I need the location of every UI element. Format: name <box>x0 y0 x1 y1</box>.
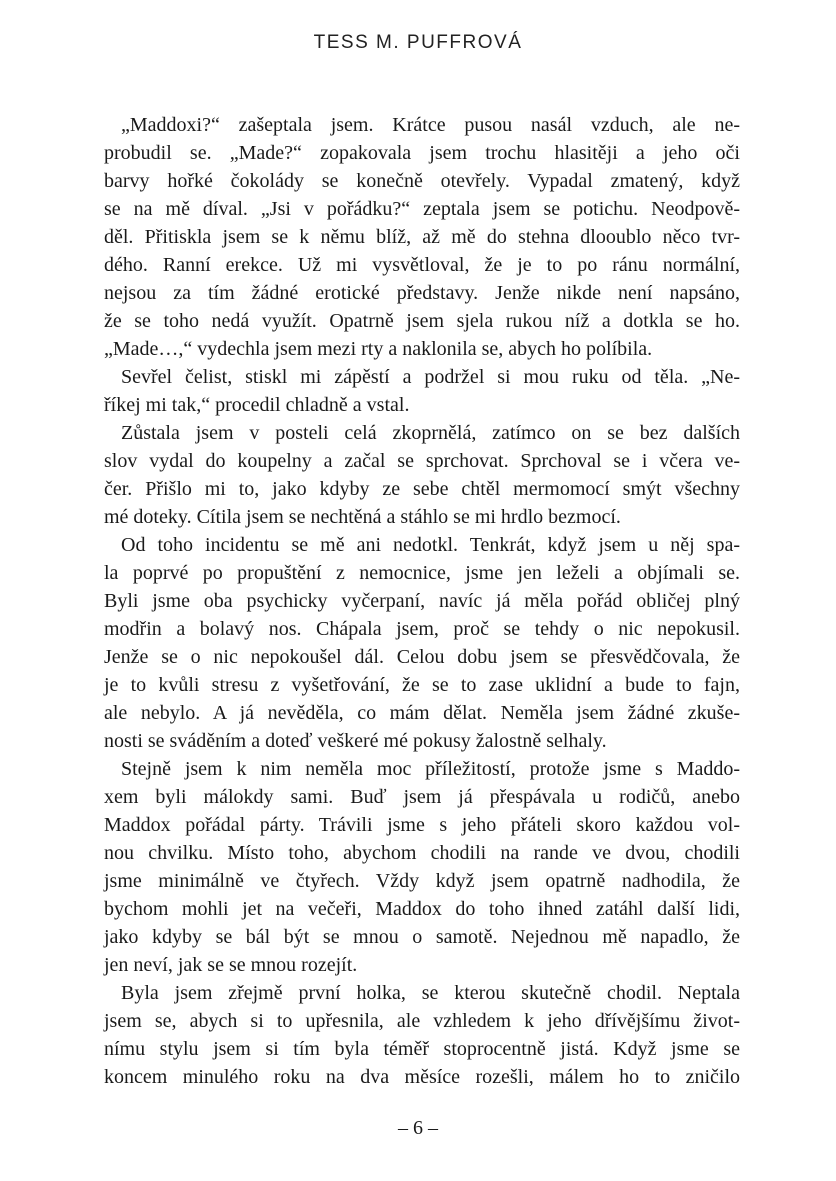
text-line: jsem se, abych si to upřesnila, ale vzhledem k jeho dřívějšímu život- <box>104 1010 740 1032</box>
text-line: koncem minulého roku na dva měsíce rozešli, málem ho to zničilo <box>104 1066 740 1088</box>
text-line: modřin a bolavý nos. Chápala jsem, proč se tehdy o nic nepokusil. <box>104 618 740 640</box>
text-line: dého. Ranní erekce. Už mi vysvětloval, že je to po ránu normální, <box>104 254 740 276</box>
text-line: Od toho incidentu se mě ani nedotkl. Tenkrát, když jsem u něj spa- <box>121 534 740 556</box>
text-line: Byla jsem zřejmě první holka, se kterou skutečně chodil. Neptala <box>121 982 740 1004</box>
text-line: jsme minimálně ve čtyřech. Vždy když jsem opatrně nadhodila, že <box>104 870 740 892</box>
text-line: ale nebylo. A já nevěděla, co mám dělat. Neměla jsem žádné zkuše- <box>104 702 740 724</box>
text-line: la poprvé po propuštění z nemocnice, jsme jen leželi a objímali se. <box>104 562 740 584</box>
text-line: „Maddoxi?“ zašeptala jsem. Krátce pusou nasál vzduch, ale ne- <box>121 114 740 136</box>
text-line: jen neví, jak se se mnou rozejít. <box>104 954 358 976</box>
text-line: barvy hořké čokolády se konečně otevřely. Vypadal zmatený, když <box>104 170 740 192</box>
page-number: – 6 – <box>398 1117 438 1139</box>
text-line: nímu stylu jsem si tím byla téměř stoprocentně jistá. Když jsme se <box>104 1038 740 1060</box>
text-line: probudil se. „Made?“ zopakovala jsem trochu hlasitěji a jeho oči <box>104 142 740 164</box>
text-line: mé doteky. Cítila jsem se nechtěná a stáhlo se mi hrdlo bezmocí. <box>104 506 621 528</box>
text-line: říkej mi tak,“ procedil chladně a vstal. <box>104 394 410 416</box>
text-line: je to kvůli stresu z vyšetřování, že se to zase uklidní a bude to fajn, <box>104 674 740 696</box>
text-line: nou chvilku. Místo toho, abychom chodili na rande ve dvou, chodili <box>104 842 740 864</box>
text-line: nosti se sváděním a doteď veškeré mé pokusy žalostně selhaly. <box>104 730 607 752</box>
text-line: čer. Přišlo mi to, jako kdyby ze sebe chtěl mermomocí smýt všechny <box>104 478 740 500</box>
text-line: se na mě díval. „Jsi v pořádku?“ zeptala jsem se potichu. Neodpově- <box>104 198 740 220</box>
running-head-author: TESS M. PUFFROVÁ <box>313 32 523 53</box>
text-line: jako kdyby se bál být se mnou o samotě. Nejednou mě napadlo, že <box>104 926 740 948</box>
text-line: Jenže se o nic nepokoušel dál. Celou dobu jsem se přesvědčovala, že <box>104 646 740 668</box>
text-line: děl. Přitiskla jsem se k němu blíž, až mě do stehna dlooublo něco tvr- <box>104 226 740 248</box>
text-line: Stejně jsem k nim neměla moc příležitostí, protože jsme s Maddo- <box>121 758 740 780</box>
text-line: Zůstala jsem v posteli celá zkoprnělá, zatímco on se bez dalších <box>121 422 740 444</box>
text-line: „Made…,“ vydechla jsem mezi rty a naklonila se, abych ho políbila. <box>104 338 653 360</box>
text-line: Sevřel čelist, stiskl mi zápěstí a podržel si mou ruku od těla. „Ne- <box>121 366 740 388</box>
text-line: Byli jsme oba psychicky vyčerpaní, navíc já měla pořád obličej plný <box>104 590 740 612</box>
text-line: slov vydal do koupelny a začal se sprchovat. Sprchoval se i včera ve- <box>104 450 740 472</box>
body-text <box>104 111 740 1091</box>
text-line: xem byli málokdy sami. Buď jsem já přespávala u rodičů, anebo <box>104 786 740 808</box>
text-line: bychom mohli jet na večeři, Maddox do toho ihned zatáhl další lidi, <box>104 898 740 920</box>
text-line: nejsou za tím žádné erotické představy. Jenže nikde není napsáno, <box>104 282 740 304</box>
text-line: že se toho nedá využít. Opatrně jsem sjela rukou níž a dotkla se ho. <box>104 310 740 332</box>
text-line: Maddox pořádal párty. Trávili jsme s jeho přáteli skoro každou vol- <box>104 814 740 836</box>
